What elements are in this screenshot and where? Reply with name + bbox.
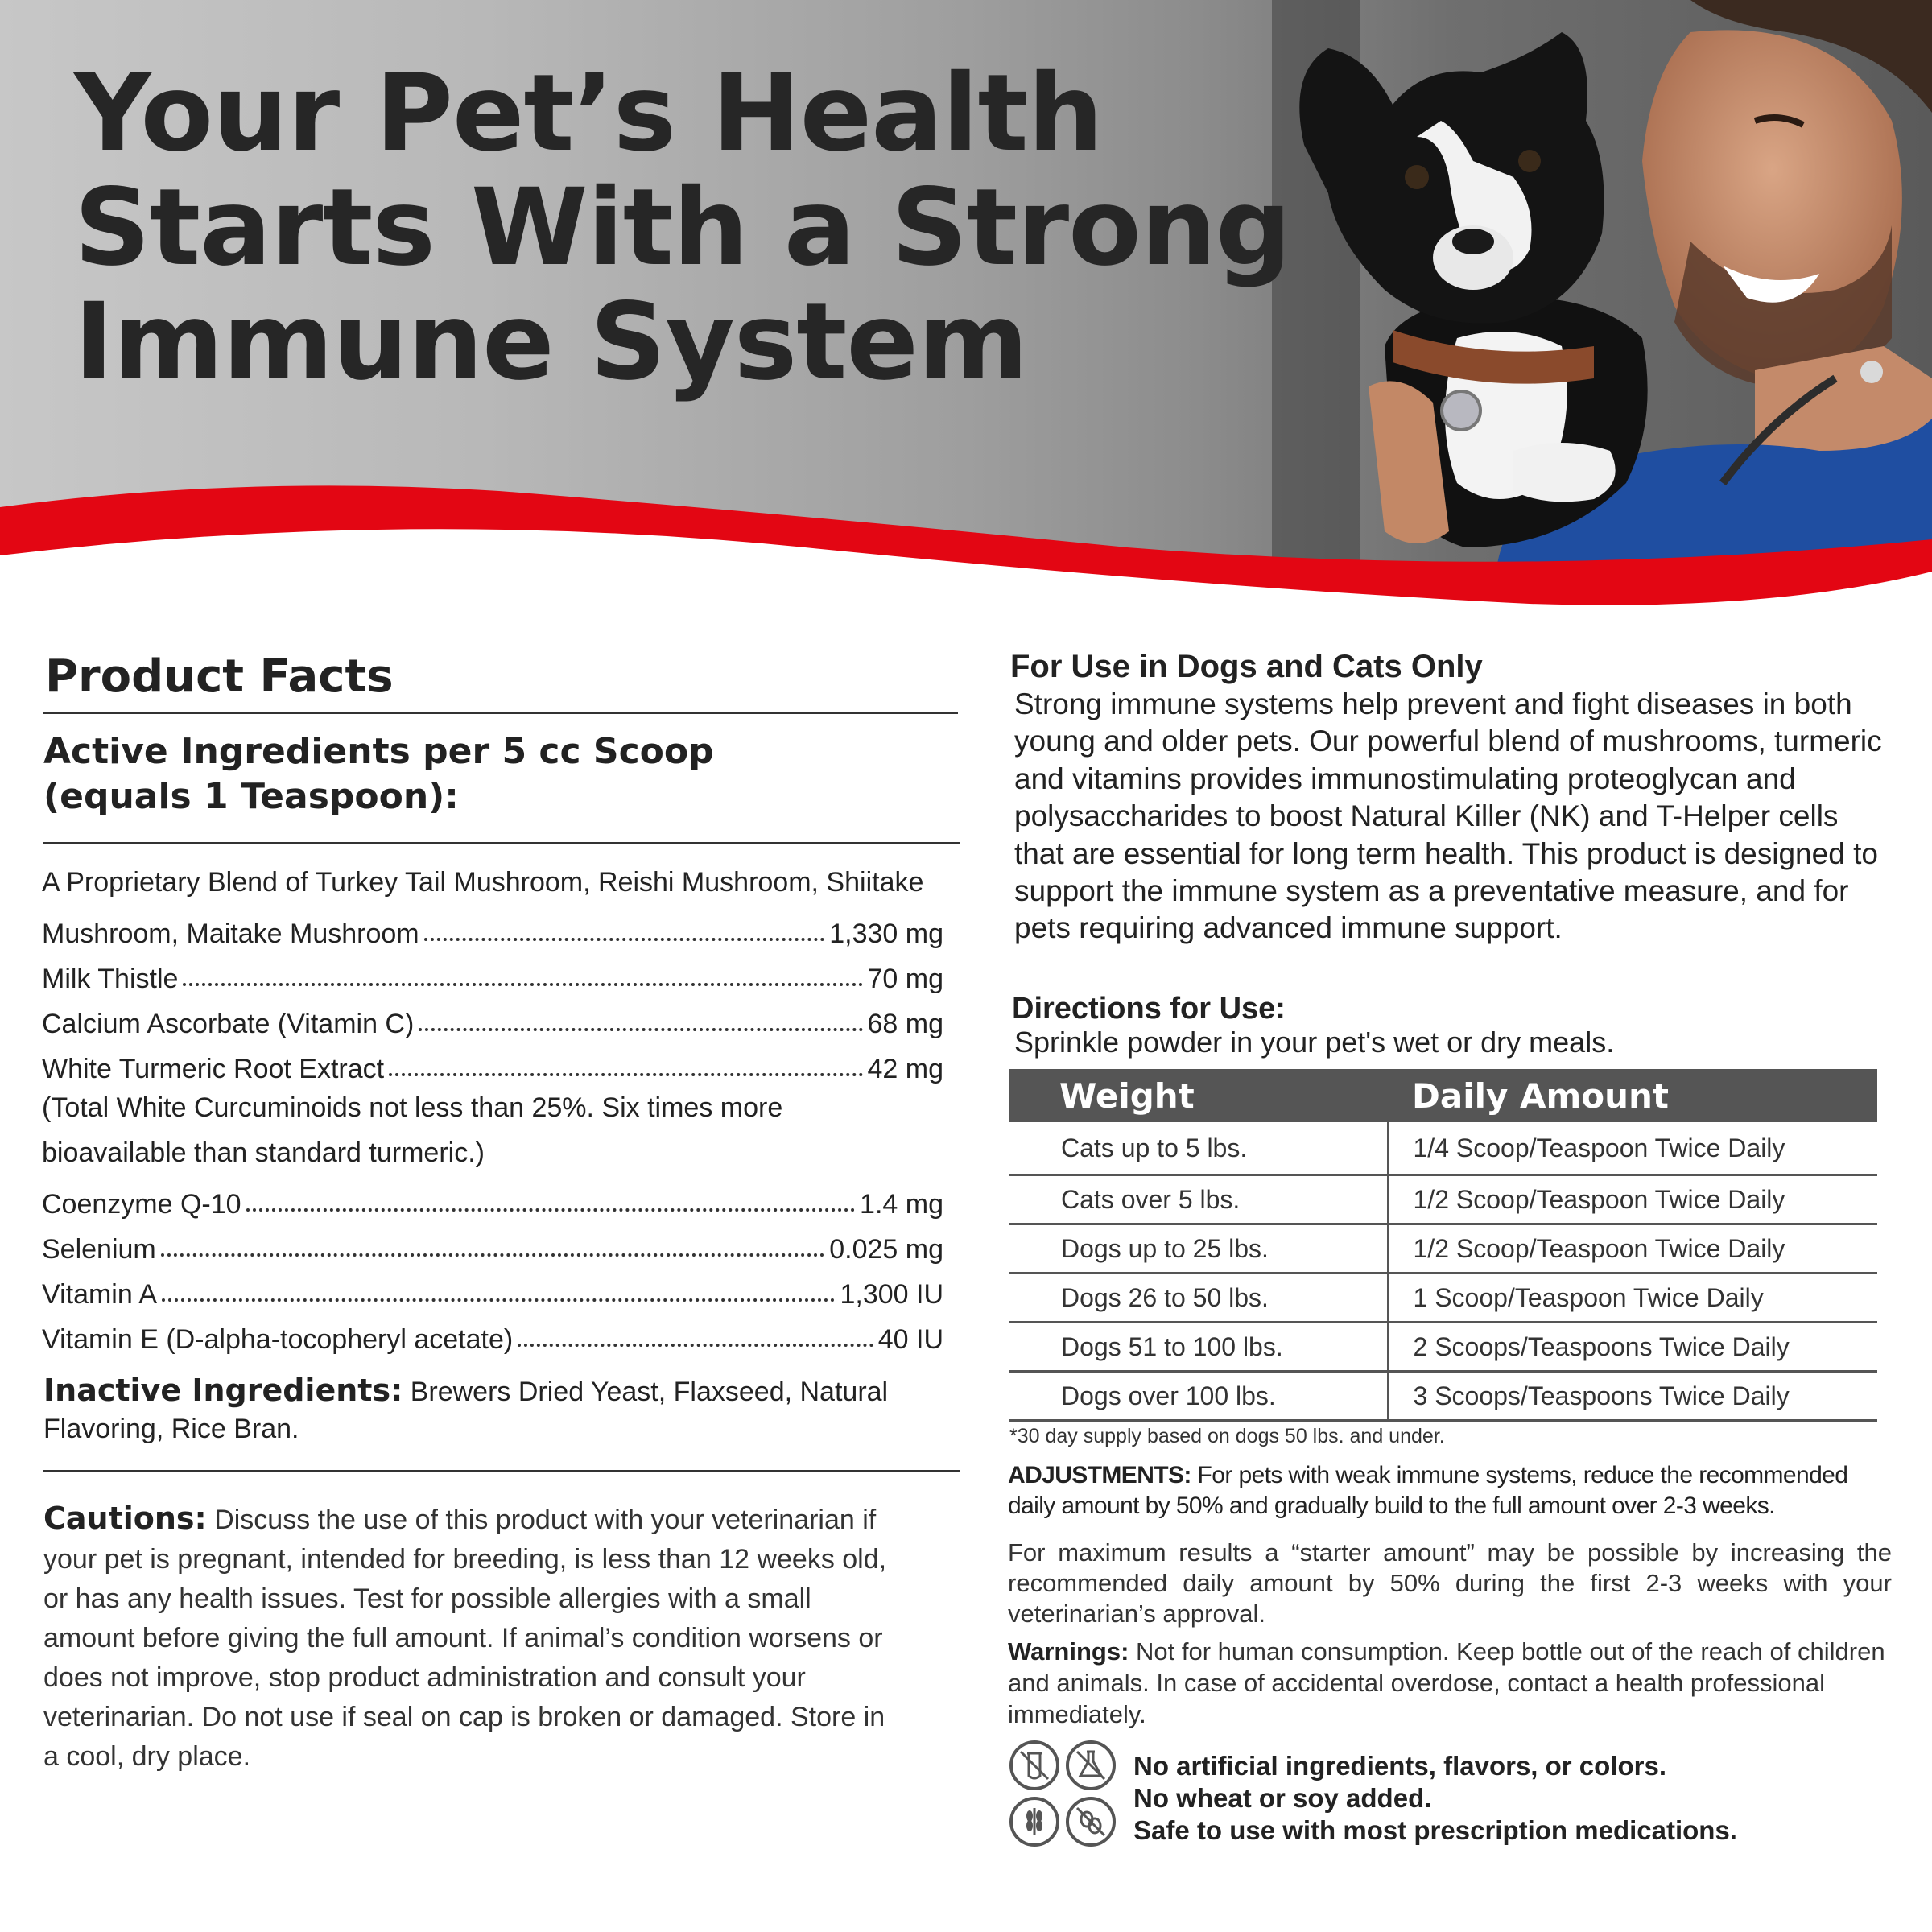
adjustments — [1008, 1460, 1893, 1521]
ingredient-row: Calcium Ascorbate (Vitamin C) 68 mg — [42, 1009, 943, 1039]
directions-title: Directions for Use: — [1012, 992, 1286, 1026]
adjustments-text: For pets with weak immune systems, reduce the recommended daily amount by 50% and gradually build to the full amount over 2-3 weeks. — [1008, 1462, 1848, 1519]
no-artificial-icon — [1009, 1740, 1059, 1790]
warnings — [1008, 1636, 1893, 1730]
inactive-ingredients — [43, 1372, 897, 1447]
red-wave-divider — [0, 451, 1932, 612]
table-header-row — [1009, 1069, 1877, 1122]
inactive-text: Brewers Dried Yeast, Flaxseed, Natural Flavoring, Rice Bran. — [43, 1377, 889, 1444]
ingredient-row: Vitamin E (D-alpha-tocopheryl acetate) 40 IU — [42, 1324, 943, 1355]
blend-line: A Proprietary Blend of Turkey Tail Mushroom, Reishi Mushroom, Shiitake — [42, 867, 924, 898]
claim-line: No wheat or soy added. — [1133, 1783, 1432, 1813]
ingredient-row: Mushroom, Maitake Mushroom 1,330 mg — [42, 919, 943, 949]
no-soy-icon — [1066, 1797, 1116, 1847]
table-row: Dogs over 100 lbs. 3 Scoops/Teaspoons Twice Daily — [1009, 1372, 1877, 1421]
warnings-text: Not for human consumption. Keep bottle out of the reach of children and animals. In case of accidental overdose, contact a health professional immediately. — [1008, 1637, 1885, 1728]
dosage-table — [1009, 1069, 1877, 1422]
usage-title: For Use in Dogs and Cats Only — [1010, 649, 1483, 684]
turmeric-note: (Total White Curcuminoids not less than 25%. Six times more — [42, 1092, 783, 1123]
claim-line: Safe to use with most prescription medications. — [1133, 1815, 1737, 1845]
weight-header: Weight — [1009, 1069, 1388, 1122]
max-results-note: For maximum results a “starter amount” may be possible by increasing the recommended daily amount by 50% during the first 2-3 weeks with your veterinarian’s approval. — [1008, 1538, 1892, 1628]
active-ingredients-title: Active Ingredients per 5 cc Scoop (equals 1 Teaspoon): — [43, 731, 714, 817]
product-facts-title: Product Facts — [45, 650, 394, 703]
ingredient-row: Milk Thistle 70 mg — [42, 964, 943, 994]
claim-badges — [1009, 1740, 1130, 1861]
divider — [43, 1470, 960, 1472]
daily-amount-header: Daily Amount — [1388, 1069, 1877, 1122]
table-row: Cats over 5 lbs. 1/2 Scoop/Teaspoon Twice Daily — [1009, 1175, 1877, 1224]
cautions-text: Discuss the use of this product with your veterinarian if your pet is pregnant, intended for breeding, is less than 12 weeks old, or has any health issues. Test for possible allergies with a small amount before giving the full amount. If animal’s condition worsens or does not improve, stop product administration and consult your veterinarian. Do not use if seal on cap is broken or damaged. Store in a cool, dry place. — [43, 1505, 887, 1772]
cautions — [43, 1499, 905, 1777]
table-row: Dogs 26 to 50 lbs. 1 Scoop/Teaspoon Twice Daily — [1009, 1274, 1877, 1323]
divider — [43, 712, 958, 714]
ingredient-row: Selenium 0.025 mg — [42, 1234, 943, 1265]
ingredient-row: White Turmeric Root Extract 42 mg — [42, 1054, 943, 1084]
table-row: Cats up to 5 lbs. 1/4 Scoop/Teaspoon Twice Daily — [1009, 1122, 1877, 1175]
table-row: Dogs up to 25 lbs. 1/2 Scoop/Teaspoon Twice Daily — [1009, 1224, 1877, 1274]
ingredient-row: Coenzyme Q-10 1.4 mg — [42, 1189, 943, 1220]
directions-text: Sprinkle powder in your pet's wet or dry meals. — [1014, 1026, 1615, 1059]
hero-banner — [0, 0, 1932, 612]
no-wheat-icon — [1009, 1797, 1059, 1847]
cautions-label: Cautions: — [43, 1501, 207, 1536]
supply-footnote: *30 day supply based on dogs 50 lbs. and under. — [1009, 1425, 1445, 1447]
ingredient-row: Vitamin A 1,300 IU — [42, 1279, 943, 1310]
divider — [43, 842, 960, 844]
usage-description: Strong immune systems help prevent and fight diseases in both young and older pets. Our powerful blend of mushrooms, turmeric and vitamins provides immunostimulating proteoglycan and polysaccharides to boost Natural Killer (NK) and T-Helper cells that are essential for long term health. This product is designed to support the immune system as a preventative measure, and for pets requiring advanced immune support. — [1014, 687, 1882, 945]
claim-line: No artificial ingredients, flavors, or colors. — [1133, 1751, 1666, 1781]
no-chemicals-icon — [1066, 1740, 1116, 1790]
warnings-label: Warnings: — [1008, 1637, 1129, 1666]
hero-title: Your Pet’s Health Starts With a Strong Immune System — [74, 52, 1291, 404]
table-row: Dogs 51 to 100 lbs. 2 Scoops/Teaspoons Twice Daily — [1009, 1323, 1877, 1372]
ingredients-list — [42, 860, 943, 1356]
adjustments-label: ADJUSTMENTS: — [1008, 1462, 1191, 1488]
turmeric-note: bioavailable than standard turmeric.) — [42, 1137, 485, 1168]
product-claims — [1133, 1750, 1737, 1847]
inactive-label: Inactive Ingredients: — [43, 1373, 403, 1408]
